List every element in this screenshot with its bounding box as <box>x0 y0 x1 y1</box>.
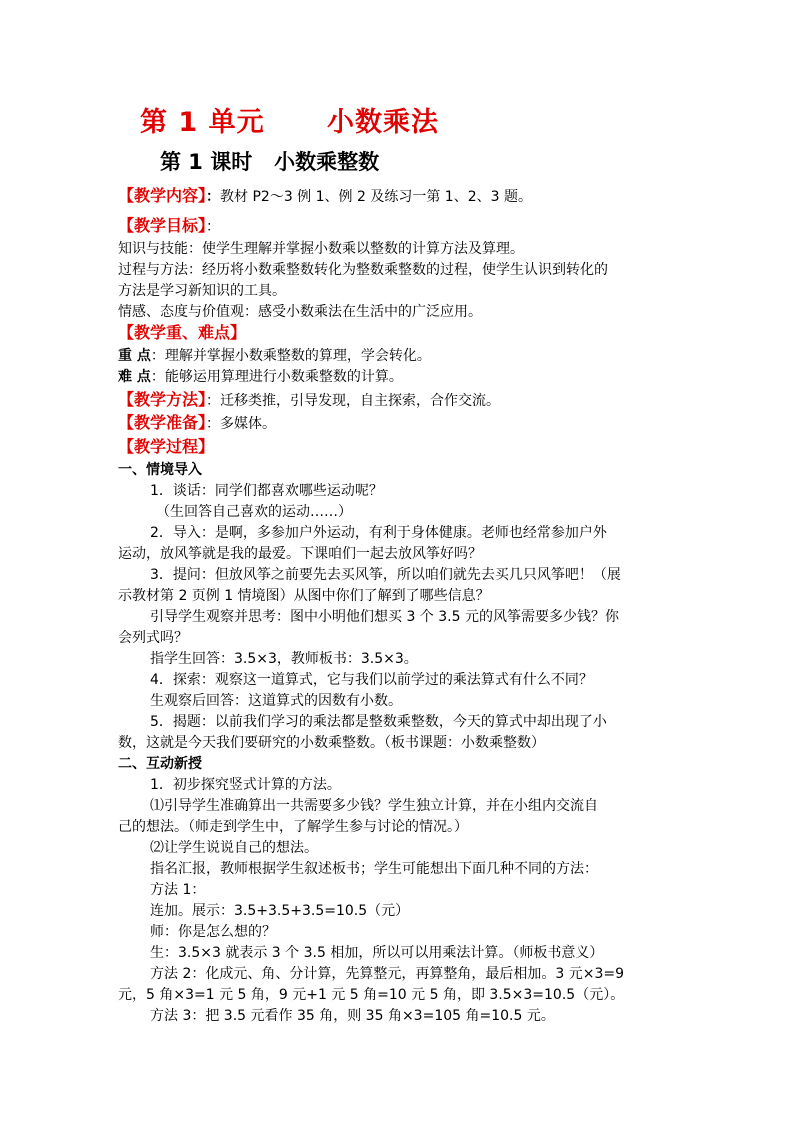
key-point: 重 点：理解并掌握小数乘整数的算理，学会转化。 <box>118 348 431 364</box>
teaching-process-heading: 【教学过程】 <box>118 437 215 456</box>
paragraph-line: 指名汇报，教师根据学生叙述板书；学生可能想出下面几种不同的方法： <box>150 861 598 877</box>
paragraph-line: （生回答自己喜欢的运动……） <box>156 504 352 520</box>
teaching-method: 【教学方法】：迁移类推，引导发现，自主探索，合作交流。 <box>118 390 501 409</box>
paragraph-line: 连加。展示：3.5+3.5+3.5=10.5（元） <box>150 903 410 919</box>
goal-line: 知识与技能：使学生理解并掌握小数乘以整数的计算方法及算理。 <box>118 241 524 257</box>
teaching-content: 【教学内容】：教材 P2～3 例 1、例 2 及练习一第 1、2、3 题。 <box>118 186 532 205</box>
teaching-content-label: 【教学内容】 <box>118 186 207 205</box>
paragraph-line: 会列式吗？ <box>118 630 188 646</box>
difficult-point: 难 点：能够运用算理进行小数乘整数的计算。 <box>118 369 403 385</box>
key-points-heading: 【教学重、难点】 <box>118 323 247 342</box>
paragraph-line: 指学生回答：3.5×3，教师板书：3.5×3。 <box>150 651 418 667</box>
teaching-prep-label: 【教学准备】 <box>118 413 207 432</box>
paragraph-line: 元，5 角×3=1 元 5 角，9 元+1 元 5 角=10 元 5 角，即 3.5×3=10.5（元）。 <box>118 987 625 1003</box>
paragraph-line: 方法 2：化成元、角、分计算，先算整元，再算整角，最后相加。3 元×3=9 <box>150 966 624 982</box>
paragraph-line: 引导学生观察并思考：图中小明他们想买 3 个 3.5 元的风筝需要多少钱？你 <box>150 609 619 625</box>
paragraph-line: 方法 3：把 3.5 元看作 35 角，则 35 角×3=105 角=10.5 元。 <box>150 1008 555 1024</box>
teaching-method-label: 【教学方法】 <box>118 390 207 409</box>
paragraph-line: 生：3.5×3 就表示 3 个 3.5 相加，所以可以用乘法计算。（师板书意义） <box>150 945 604 961</box>
paragraph-line: 示教材第 2 页例 1 情境图）从图中你们了解到了哪些信息？ <box>118 588 490 604</box>
paragraph-line: 方法 1： <box>150 882 206 898</box>
goal-line: 情感、态度与价值观：感受小数乘法在生活中的广泛应用。 <box>118 304 482 320</box>
unit-title: 第 1 单元 小数乘法 <box>140 107 439 138</box>
teaching-prep: 【教学准备】：多媒体。 <box>118 413 277 432</box>
paragraph-line: 数，这就是今天我们要研究的小数乘整数。（板书课题：小数乘整数） <box>118 735 545 751</box>
paragraph-line: 3．提问：但放风筝之前要先去买风筝，所以咱们就先去买几只风筝吧！（展 <box>150 567 621 583</box>
goal-line: 方法是学习新知识的工具。 <box>118 283 286 299</box>
paragraph-line: ⑴引导学生准确算出一共需要多少钱？学生独立计算，并在小组内交流自 <box>150 798 598 814</box>
section-heading: 二、互动新授 <box>118 756 202 772</box>
paragraph-line: ⑵让学生说说自己的想法。 <box>150 840 318 856</box>
paragraph-line: 己的想法。（师走到学生中，了解学生参与讨论的情况。） <box>118 819 468 835</box>
lesson-title: 第 1 课时 小数乘整数 <box>160 150 380 174</box>
goal-line: 过程与方法：经历将小数乘整数转化为整数乘整数的过程，使学生认识到转化的 <box>118 262 608 278</box>
paragraph-line: 2．导入：是啊，多参加户外运动，有利于身体健康。老师也经常参加户外 <box>150 525 607 541</box>
paragraph-line: 1．初步探究竖式计算的方法。 <box>150 777 341 793</box>
paragraph-line: 1．谈话：同学们都喜欢哪些运动呢？ <box>150 483 383 499</box>
paragraph-line: 生观察后回答：这道算式的因数有小数。 <box>150 693 402 709</box>
section-heading: 一、情境导入 <box>118 462 202 478</box>
paragraph-line: 5．揭题：以前我们学习的乘法都是整数乘整数，今天的算式中却出现了小 <box>150 714 607 730</box>
paragraph-line: 运动，放风筝就是我的最爱。下课咱们一起去放风筝好吗？ <box>118 546 482 562</box>
teaching-goals-label: 【教学目标】 <box>118 216 207 235</box>
paragraph-line: 4．探索：观察这一道算式，它与我们以前学过的乘法算式有什么不同？ <box>150 672 593 688</box>
teaching-goals-heading: 【教学目标】： <box>118 216 221 235</box>
paragraph-line: 师：你是怎么想的？ <box>150 924 276 940</box>
